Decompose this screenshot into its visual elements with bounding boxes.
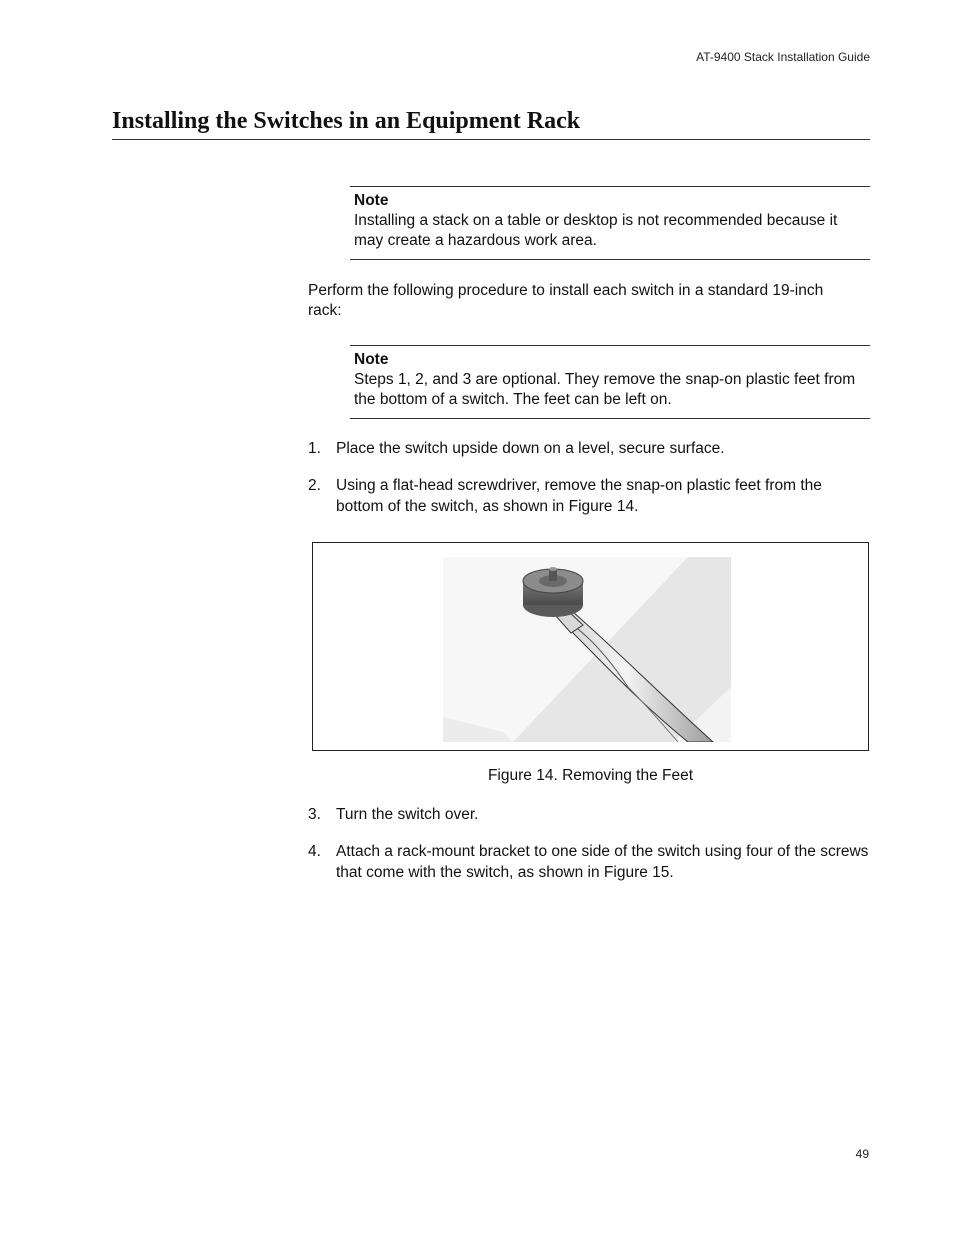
note-text: Installing a stack on a table or desktop is not recommended because it may create a hazardous work area. bbox=[354, 212, 838, 249]
page-number: 49 bbox=[855, 1147, 869, 1161]
step-text: Turn the switch over. bbox=[336, 806, 479, 823]
screwdriver-removing-foot-illustration bbox=[443, 557, 731, 742]
figure-caption: Figure 14. Removing the Feet bbox=[487, 767, 694, 784]
step-item bbox=[308, 842, 870, 883]
step-item bbox=[308, 476, 870, 517]
step-item bbox=[308, 805, 870, 826]
running-header: AT-9400 Stack Installation Guide bbox=[696, 50, 870, 64]
step-number: 3. bbox=[308, 806, 321, 823]
step-text: Using a flat-head screwdriver, remove the snap-on plastic feet from the bottom of the switch, as shown in Figure 14. bbox=[336, 477, 822, 515]
step-number: 1. bbox=[308, 440, 321, 457]
note-text: Steps 1, 2, and 3 are optional. They remove the snap-on plastic feet from the bottom of a switch. The feet can be left on. bbox=[354, 371, 856, 408]
section-title: Installing the Switches in an Equipment Rack bbox=[112, 107, 870, 140]
note-label: Note bbox=[354, 192, 389, 209]
figure-frame bbox=[312, 542, 869, 751]
note-box bbox=[350, 186, 870, 260]
note-label: Note bbox=[354, 351, 389, 368]
note-box bbox=[350, 345, 870, 419]
step-item bbox=[308, 439, 870, 460]
intro-paragraph: Perform the following procedure to install each switch in a standard 19-inch rack: bbox=[308, 282, 824, 319]
step-number: 2. bbox=[308, 477, 321, 494]
step-text: Place the switch upside down on a level, secure surface. bbox=[336, 440, 725, 457]
step-number: 4. bbox=[308, 843, 321, 860]
step-text: Attach a rack-mount bracket to one side of the switch using four of the screws that come with the switch, as shown in Figure 15. bbox=[336, 843, 869, 881]
